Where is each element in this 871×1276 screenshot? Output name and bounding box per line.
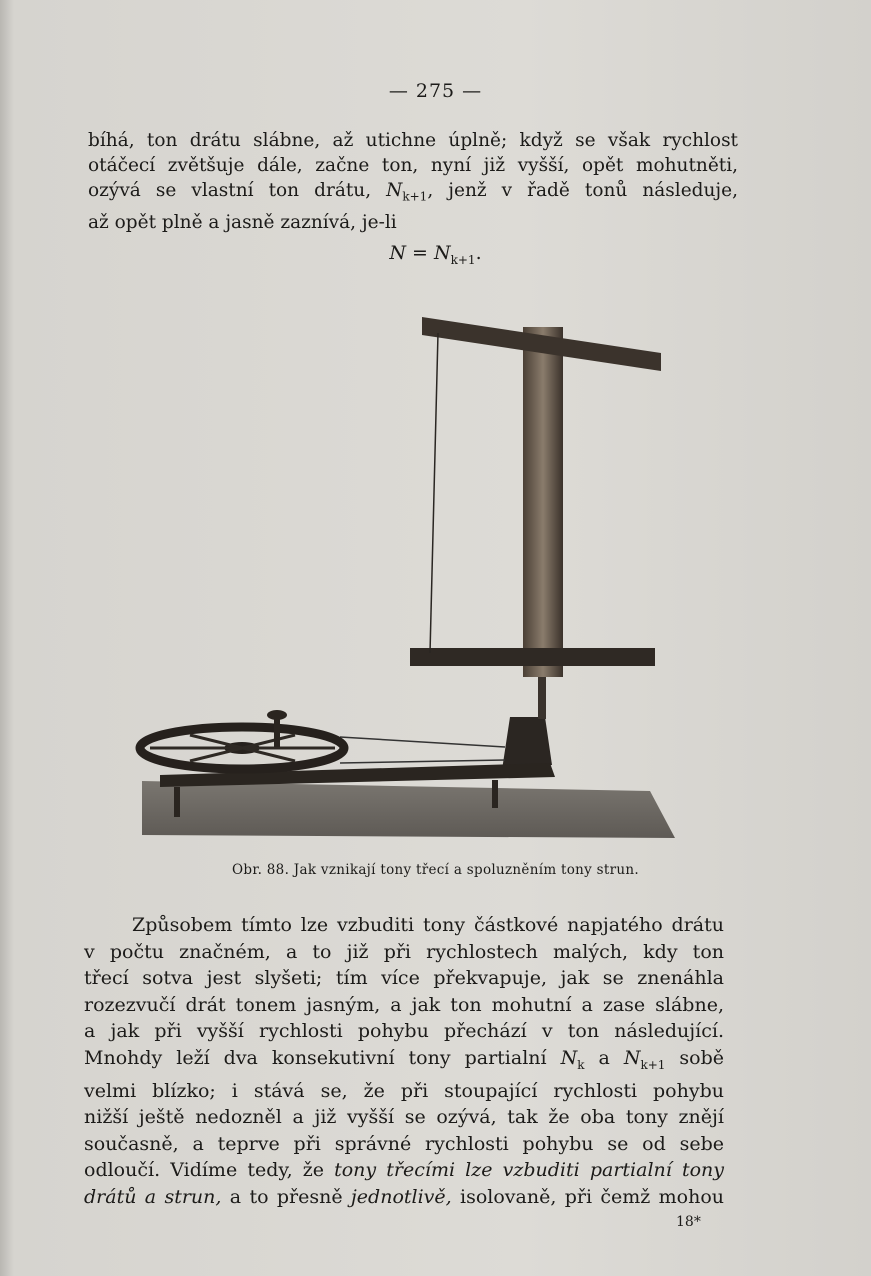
text-line: otáčecí zvětšuje dále, začne ton, nyní již vyšší, opět mohutněti,: [88, 155, 738, 177]
text-line: v počtu značném, a to již při rychlostech malých, kdy ton: [84, 940, 724, 963]
text-line: ozývá se vlastní ton drátu, $N_{k+1}$, jenž v řadě tonů následuje,: [88, 180, 738, 205]
signature-mark: 18*: [676, 1214, 701, 1230]
base-board: [142, 781, 675, 838]
equation: $N = N_{k+1}$.: [389, 242, 482, 267]
apparatus-photo: [130, 305, 690, 845]
bottom-crossbar: [410, 648, 655, 666]
text-line: rozezvučí drát tonem jasným, a jak ton mohutní a zase slábne,: [84, 993, 724, 1016]
clamp: [502, 717, 552, 770]
text-line: Způsobem tímto lze vzbuditi tony částkové napjatého drátu: [132, 914, 724, 936]
intro-paragraph: [88, 128, 738, 236]
text-line: Mnohdy leží dva konsekutivní tony partialní $N_k$ a $N_{k+1}$ sobě: [84, 1046, 724, 1072]
text-line: a jak při vyšší rychlosti pohybu přechází v ton následující.: [84, 1020, 724, 1042]
text-line: nižší ještě nedozněl a již vyšší se ozývá, tak že oba tony znějí: [84, 1106, 724, 1129]
wire: [430, 333, 438, 653]
text-line: současně, a teprve při správné rychlosti pohybu se od sebe: [84, 1132, 724, 1155]
body-paragraph: [84, 912, 724, 1210]
text-line: odloučí. Vidíme tedy, že tony třecími lze vzbuditi partialní tony: [84, 1159, 724, 1182]
page-number: — 275 —: [388, 80, 483, 102]
figure-caption: Obr. 88. Jak vznikají tony třecí a spoluzněním tony strun.: [232, 862, 639, 878]
text-line: bíhá, ton drátu slábne, až utichne úplně; když se však rychlost: [88, 130, 738, 151]
text-line: velmi blízko; i stává se, že při stoupající rychlosti pohybu: [84, 1079, 724, 1102]
text-line: drátů a strun, a to přesně jednotlivě, isolovaně, při čemž mohou: [84, 1185, 724, 1208]
vertical-post: [523, 327, 563, 677]
text-line: třecí sotva jest slyšeti; tím více překvapuje, jak se znenáhla: [84, 967, 724, 989]
text-line: až opět plně a jasně zaznívá, je-li: [88, 212, 397, 234]
